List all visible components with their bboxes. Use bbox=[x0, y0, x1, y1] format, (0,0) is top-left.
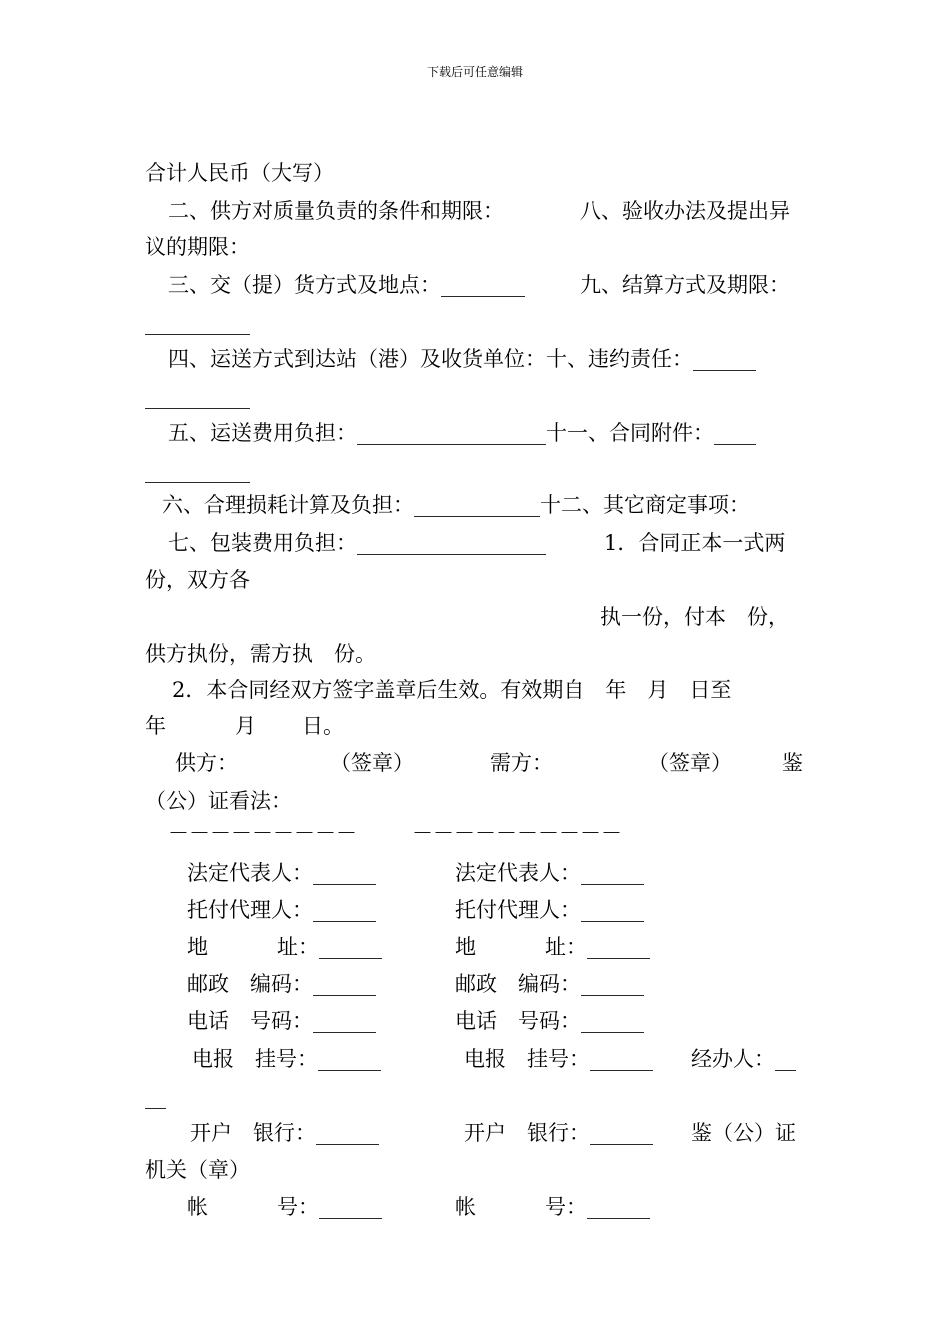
clause-3-text: 三、交（提）货方式及地点：________ bbox=[168, 273, 525, 297]
item-1-copies: 执一份，付本 份， bbox=[600, 605, 789, 629]
page-header: 下载后可任意编辑 bbox=[426, 65, 523, 79]
supplier-address-label: 地 bbox=[187, 935, 208, 959]
clause-8-text: 八、验收办法及提出异 bbox=[580, 199, 790, 223]
clause-9-blank: __________ bbox=[145, 311, 250, 335]
buyer-label: 需方： bbox=[490, 751, 553, 775]
clause-2-text: 二、供方对质量负责的条件和期限： bbox=[168, 199, 504, 223]
clause-5-11-text: 五、运送费用负担：__________________十一、合同附件：____ bbox=[168, 421, 756, 445]
buyer-stamp: （签章） bbox=[648, 751, 732, 775]
supplier-signature-dashes: －－－－－－－－－ bbox=[168, 821, 357, 845]
clause-6-12-text: 六、合理损耗计算及负担：____________十二、其它商定事项： bbox=[162, 493, 750, 517]
supplier-postcode: 邮政 编码：______ bbox=[187, 972, 376, 996]
buyer-signature-dashes: －－－－－－－－－－ bbox=[412, 821, 622, 845]
supplier-telegraph: 电报 挂号：______ bbox=[192, 1047, 381, 1071]
buyer-bank: 开户 银行：______ bbox=[464, 1121, 653, 1145]
supplier-label: 供方： bbox=[175, 751, 238, 775]
notary-label: 鉴 bbox=[782, 751, 803, 775]
validity-month: 月 bbox=[235, 714, 256, 738]
supplier-stamp: （签章） bbox=[330, 751, 414, 775]
buyer-postcode: 邮政 编码：______ bbox=[455, 972, 644, 996]
total-rmb-line: 合计人民币（大写） bbox=[145, 161, 334, 185]
buyer-account: 号：______ bbox=[545, 1195, 650, 1219]
notary-office-continued: 机关（章） bbox=[145, 1158, 250, 1182]
supplier-address: 址：______ bbox=[277, 935, 382, 959]
clause-7-text: 七、包装费用负担：__________________ bbox=[168, 531, 546, 555]
buyer-address-label: 地 bbox=[455, 935, 476, 959]
clause-10-blank: __________ bbox=[145, 385, 250, 409]
item-1-copies-continued: 供方执份，需方执 份。 bbox=[145, 642, 376, 666]
supplier-account-label: 帐 bbox=[187, 1195, 208, 1219]
item-1-continued: 份，双方各 bbox=[145, 568, 250, 592]
clause-8-continued: 议的期限： bbox=[145, 235, 250, 259]
buyer-legal-rep: 法定代表人：______ bbox=[455, 861, 644, 885]
validity-day: 日。 bbox=[302, 714, 344, 738]
supplier-agent: 托付代理人：______ bbox=[187, 898, 376, 922]
clause-11-blank: __________ bbox=[145, 459, 250, 483]
buyer-phone: 电话 号码：______ bbox=[455, 1009, 644, 1033]
supplier-legal-rep: 法定代表人：______ bbox=[187, 861, 376, 885]
clause-9-text: 九、结算方式及期限： bbox=[580, 273, 790, 297]
buyer-agent: 托付代理人：______ bbox=[455, 898, 644, 922]
notary-opinion: （公）证看法： bbox=[145, 789, 292, 813]
supplier-bank: 开户 银行：______ bbox=[190, 1121, 379, 1145]
buyer-telegraph: 电报 挂号：______ bbox=[464, 1047, 653, 1071]
buyer-address: 址：______ bbox=[545, 935, 650, 959]
notary-office: 鉴（公）证 bbox=[691, 1121, 796, 1145]
handler-field: 经办人：__ bbox=[691, 1047, 796, 1071]
clause-4-10-text: 四、运送方式到达站（港）及收货单位：十、违约责任：______ bbox=[168, 347, 756, 371]
supplier-account: 号：______ bbox=[277, 1195, 382, 1219]
item-2-text: 2．本合同经双方签字盖章后生效。有效期自 年 月 日至 bbox=[172, 678, 732, 702]
buyer-account-label: 帐 bbox=[455, 1195, 476, 1219]
validity-year: 年 bbox=[145, 714, 166, 738]
item-1-text: 1．合同正本一式两 bbox=[604, 531, 786, 555]
handler-continued: __ bbox=[145, 1085, 166, 1109]
supplier-phone: 电话 号码：______ bbox=[187, 1009, 376, 1033]
